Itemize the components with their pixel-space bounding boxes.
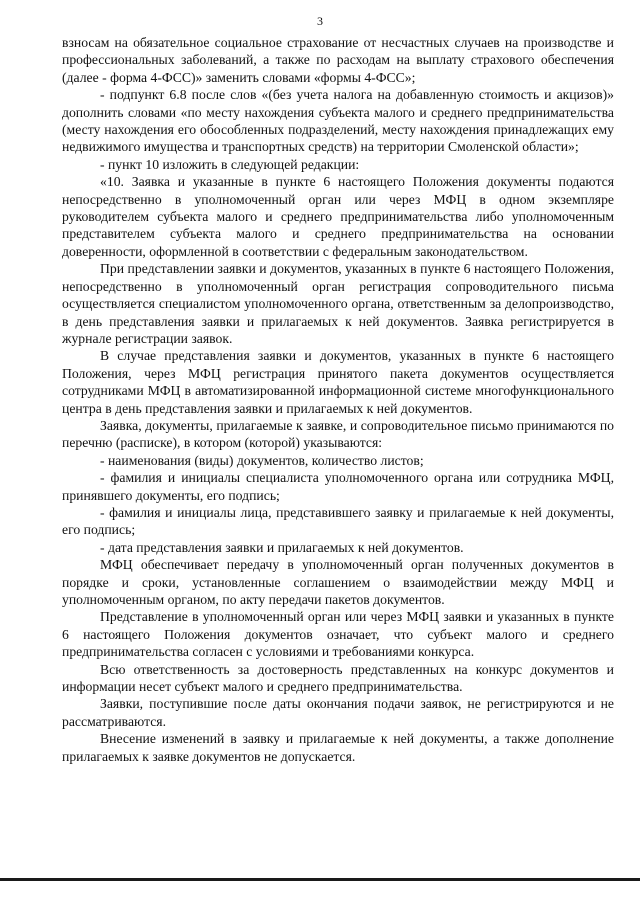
paragraph: Внесение изменений в заявку и прилагаемые к ней документы, а также дополнение прилагаемых к заявке документов не допускается. — [62, 731, 614, 764]
paragraph: «10. Заявка и указанные в пункте 6 настоящего Положения документы подаются непосредственно в уполномоченный орган или через МФЦ в одном экземпляре руководителем субъекта малого и среднего предпринимательства либо уполномоченным представителем субъекта малого и среднего предпринимательства на основании доверенности, оформленной в соответствии с федеральным законодательством. — [62, 174, 614, 259]
paragraph: Всю ответственность за достоверность представленных на конкурс документов и информации несет субъект малого и среднего предпринимательства. — [62, 661, 614, 695]
paragraph: Заявка, документы, прилагаемые к заявке, и сопроводительное письмо принимаются по перечню (расписке), в котором (которой) указываются: — [62, 417, 614, 451]
paragraph: - наименования (виды) документов, количество листов; — [100, 452, 424, 468]
paragraph: - пункт 10 изложить в следующей редакции: — [100, 156, 360, 172]
paragraph: Заявки, поступившие после даты окончания подачи заявок, не регистрируются и не рассматриваются. — [62, 696, 614, 729]
paragraph: Представление в уполномоченный орган или через МФЦ заявки и указанных в пункте 6 настоящего Положения документов означает, что субъект малого и среднего предпринимательства согласен с условиями и требованиями конкурса. — [62, 609, 614, 660]
paragraph: МФЦ обеспечивает передачу в уполномоченный орган полученных документов в порядке и сроки, установленные соглашением о взаимодействии между МФЦ и уполномоченным органом, по акту передачи пакетов документов. — [62, 557, 614, 607]
paragraph: - фамилия и инициалы специалиста уполномоченного органа или сотрудника МФЦ, принявшего документы, его подпись; — [62, 470, 614, 503]
page-number: 3 — [317, 14, 323, 28]
bottom-rule — [0, 878, 640, 881]
paragraph: - фамилия и инициалы лица, представившего заявку и прилагаемые к ней документы, его подпись; — [62, 504, 614, 538]
paragraph: взносам на обязательное социальное страхование от несчастных случаев на производстве и профессиональных заболеваний, а также по расходам на выплату страхового обеспечения (далее - форма 4-ФСС)» заменить словами «формы 4-ФСС»; — [62, 35, 614, 85]
paragraph: - дата представления заявки и прилагаемых к ней документов. — [100, 539, 464, 555]
paragraph: - подпункт 6.8 после слов «(без учета налога на добавленную стоимость и акцизов)» дополнить словами «по месту нахождения субъекта малого и среднего предпринимательства (месту нахождения его обособленных подразделений, месту нахождения принадлежащих ему недвижимого имущества и транспортных средств) на территории Смоленской области»; — [62, 87, 614, 155]
paragraph: В случае представления заявки и документов, указанных в пункте 6 настоящего Положения, через МФЦ регистрация принятого пакета документов осуществляется сотрудниками МФЦ в автоматизированной информационной системе многофункционального центра в день представления заявки и прилагаемых к ней документов. — [62, 348, 614, 416]
document-body — [62, 34, 614, 765]
paragraph: При представлении заявки и документов, указанных в пункте 6 настоящего Положения, непосредственно в уполномоченный орган регистрация сопроводительного письма осуществляется специалистом уполномоченного органа, ответственным за делопроизводство, в день представления заявки и прилагаемых к ней документов. Заявка регистрируется в журнале регистрации заявок. — [62, 261, 614, 346]
